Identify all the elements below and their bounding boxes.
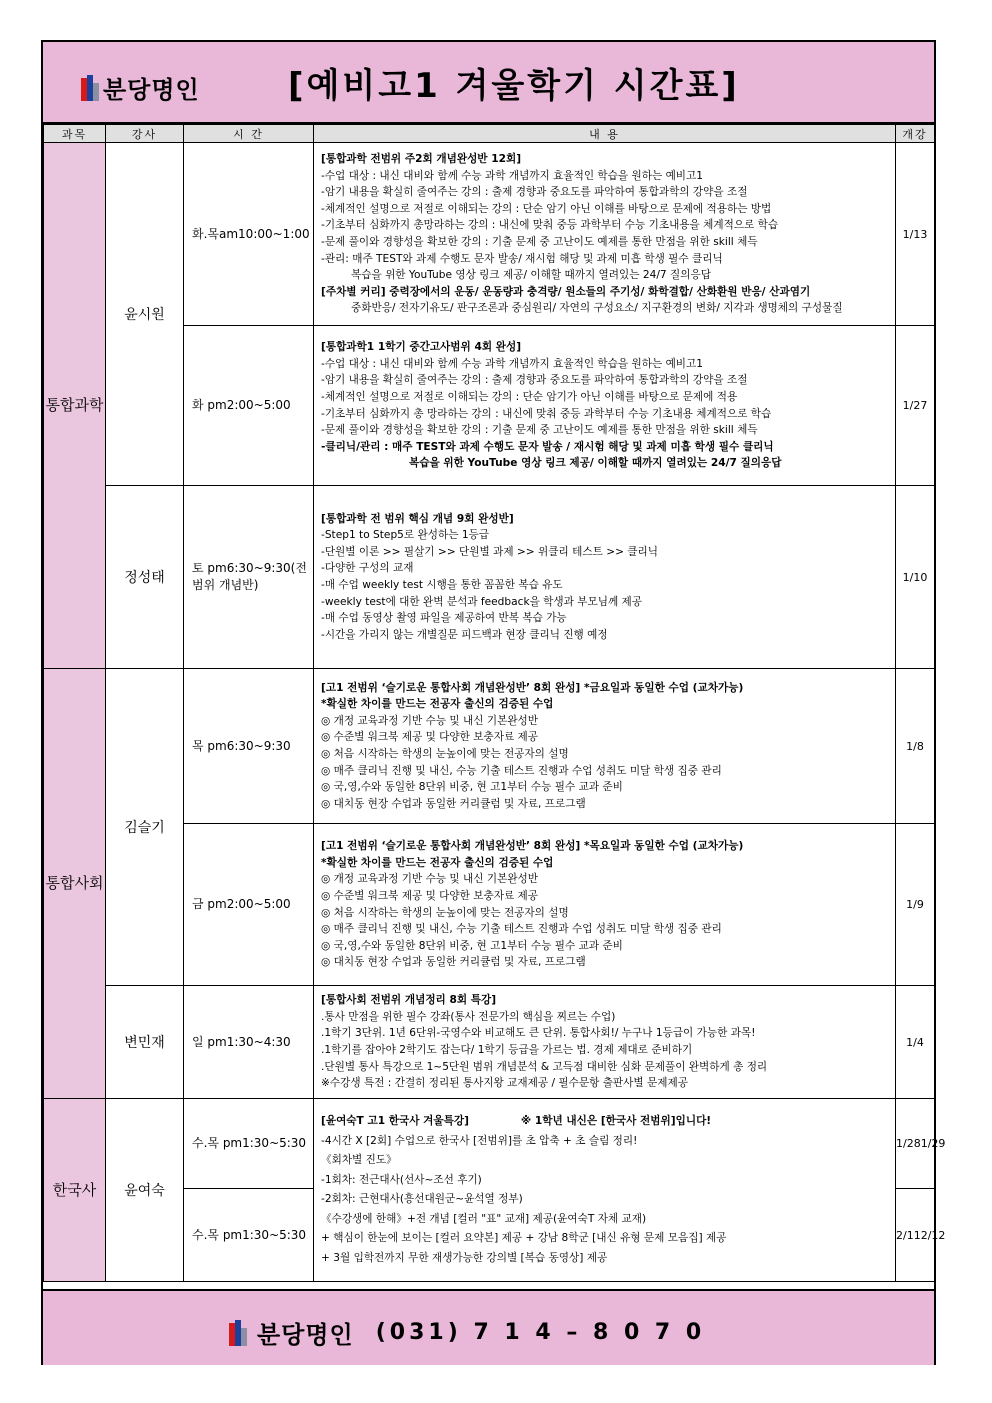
start-date: 1/9 [896, 824, 935, 986]
subject-society: 통합사회 [44, 669, 106, 1099]
class-time: 일 pm1:30~4:30 [184, 986, 314, 1099]
teacher-name: 윤여숙 [106, 1099, 184, 1282]
class-time: 목 pm6:30~9:30 [184, 669, 314, 824]
col-time: 시 간 [184, 125, 314, 143]
class-description: [통합과학 전 범위 핵심 개념 9회 완성반] -Step1 to Step5로 완성하는 1등급 -단원별 이론 >> 필살기 >> 단원별 과제 >> 위클리 테스트 >> 클리닉 -다양한 구성의 교재 -매 수업 weekly test 시행을 통한 꼼꼼한 복습 유도 -weekly test에 대한 완벽 분석과 feedback을 학생과 부모님께 제공 -매 수업 동영상 촬영 파일을 제공하여 반복 복습 가능 -시간을 가리지 않는 개별질문 피드백과 현장 클리닉 진행 예정 [314, 486, 896, 669]
class-description: [윤여숙T 고1 한국사 겨울특강] ※ 1학년 내신은 [한국사 전범위]입니다! -4시간 X [2회] 수업으로 한국사 [전범위]를 초 압축 + 초 슬림 정리! 《회차별 진도》 -1회차: 전근대사(선사~조선 후기) -2회차: 근현대사(흥선대원군~윤석열 정부) 《수강생에 한해》+전 개념 [컬러 "표" 교재] 제공(윤여숙T 자체 교재) + 핵심이 한눈에 보이는 [컬러 요약본] 제공 + 강남 8학군 [내신 유형 문제 모음집] 제공 + 3월 입학전까지 무한 재생가능한 강의별 [복습 동영상] 제공 [314, 1099, 896, 1282]
class-time: 금 pm2:00~5:00 [184, 824, 314, 986]
col-teacher: 강사 [106, 125, 184, 143]
footer-brand-name: 분당명인 [257, 1321, 354, 1349]
table-row [44, 669, 935, 824]
table-header-row [44, 125, 935, 143]
col-start: 개강 [896, 125, 935, 143]
brand-logo [81, 70, 200, 105]
start-date: 1/27 [896, 326, 935, 486]
subject-history: 한국사 [44, 1099, 106, 1282]
brand-name: 분당명인 [103, 76, 200, 104]
table-row [44, 986, 935, 1099]
header-banner [43, 42, 934, 124]
class-description: [통합사회 전범위 개념정리 8회 특강] .통사 만점을 위한 필수 강좌(통사 전문가의 핵심을 찌르는 수업) .1학기 3단위. 1년 6단위-국영수와 비교해도 큰 단위. 통합사회!/ 누구나 1등급이 가능한 과목! .1학기를 잡아야 2학기도 잡는다/ 1학기 등급을 가르는 법. 경제 제대로 준비하기 .단원별 통사 특강으로 1~5단원 범위 개념분석 & 고득점 대비한 심화 문제풀이 완벽하게 총 정리 ※수강생 특전 : 간결히 정리된 통사지왕 교재제공 / 필수문항 출판사별 문제제공 [314, 986, 896, 1099]
teacher-name: 윤시원 [106, 143, 184, 486]
teacher-name: 변민재 [106, 986, 184, 1099]
class-description: [고1 전범위 ‘슬기로운 통합사회 개념완성반’ 8회 완성] *금요일과 동일한 수업 (교차가능) *확실한 차이를 만드는 전공자 출신의 검증된 수업 ◎ 개정 교육과정 기반 수능 및 내신 기본완성반 ◎ 수준별 워크북 제공 및 다양한 보충자료 제공 ◎ 처음 시작하는 학생의 눈높이에 맞는 전공자의 설명 ◎ 매주 클리닉 진행 및 내신, 수능 기출 테스트 진행과 수업 성취도 미달 학생 집중 관리 ◎ 국,영,수와 동일한 8단위 비중, 현 고1부터 수능 필수 교과 준비 ◎ 대치동 현장 수업과 동일한 커리큘럼 및 자료, 프로그램 [314, 669, 896, 824]
logo-mark-icon [229, 1320, 247, 1346]
start-date: 2/112/12 [896, 1189, 935, 1282]
table-row [44, 143, 935, 326]
class-description: [고1 전범위 ‘슬기로운 통합사회 개념완성반’ 8회 완성] *목요일과 동일한 수업 (교차가능) *확실한 차이를 만드는 전공자 출신의 검증된 수업 ◎ 개정 교육과정 기반 수능 및 내신 기본완성반 ◎ 수준별 워크북 제공 및 다양한 보충자료 제공 ◎ 처음 시작하는 학생의 눈높이에 맞는 전공자의 설명 ◎ 매주 클리닉 진행 및 내신, 수능 기출 테스트 진행과 수업 성취도 미달 학생 집중 관리 ◎ 국,영,수와 동일한 8단위 비중, 현 고1부터 수능 필수 교과 준비 ◎ 대치동 현장 수업과 동일한 커리큘럼 및 자료, 프로그램 [314, 824, 896, 986]
class-description: [통합과학1 1학기 중간고사범위 4회 완성] -수업 대상 : 내신 대비와 함께 수능 과학 개념까지 효율적인 학습을 원하는 예비고1 -암기 내용을 확실히 줄여주는 강의 : 출제 경향과 중요도를 파악하여 통합과학의 강약을 조절 -체계적인 설명으로 저절로 이해되는 강의 : 단순 암기가 아닌 이해를 바탕으로 문제에 적용 -기초부터 심화까지 총 망라하는 강의 : 내신에 맞춰 중등 과학부터 수능 기초내용 체계적으로 학습 -문제 풀이와 경향성을 확보한 강의 : 기출 문제 중 고난이도 예제를 통한 만점을 위한 skill 체득 -클리닉/관리 : 매주 TEST와 과제 수행도 문자 발송 / 재시험 해당 및 과제 미흡 학생 필수 클리닉 복습을 위한 YouTube 영상 링크 제공/ 이해할 때까지 열려있는 24/7 질의응답 [314, 326, 896, 486]
class-time: 수.목 pm1:30~5:30 [184, 1189, 314, 1282]
teacher-name: 김슬기 [106, 669, 184, 986]
class-time: 토 pm6:30~9:30(전범위 개념반) [184, 486, 314, 669]
schedule-table [43, 124, 946, 1282]
subject-science: 통합과학 [44, 143, 106, 669]
page-title: [예비고1 겨울학기 시간표] [288, 66, 740, 106]
start-date: 1/4 [896, 986, 935, 1099]
table-row [44, 486, 935, 669]
class-description: [통합과학 전범위 주2회 개념완성반 12회] -수업 대상 : 내신 대비와 함께 수능 과학 개념까지 효율적인 학습을 원하는 예비고1 -암기 내용을 확실히 줄여주는 강의 : 출제 경향과 중요도를 파악하여 통합과학의 강약을 조절 -체계적인 설명으로 저절로 이해되는 강의 : 단순 암기 아닌 이해를 바탕으로 문제에 적용하는 방법 -기초부터 심화까지 총망라하는 강의 : 내신에 맞춰 중등 과학부터 수능 기초내용을 체계적으로 학습 -문제 풀이와 경향성을 확보한 강의 : 기출 문제 중 고난이도 예제를 통한 만점을 위한 skill 체득 -관리: 매주 TEST와 과제 수행도 문자 발송/ 재시험 해당 및 과제 미흡 학생 필수 클리닉 복습을 위한 YouTube 영상 링크 제공/ 이해할 때까지 열려있는 24/7 질의응답 [주차별 커리] 중력장에서의 운동/ 운동량과 충격량/ 원소들의 주기성/ 화학결합/ 산화환원 반응/ 산과염기 중화반응/ 전자기유도/ 판구조론과 중심원리/ 자연의 구성요소/ 지구환경의 변화/ 지각과 생명체의 구성물질 [314, 143, 896, 326]
col-content: 내 용 [314, 125, 896, 143]
logo-mark-icon [81, 75, 99, 101]
start-date: 1/13 [896, 143, 935, 326]
footer-banner [43, 1289, 934, 1365]
start-date: 1/10 [896, 486, 935, 669]
footer-logo [229, 1315, 705, 1350]
phone-number: (031) 7 1 4 – 8 0 7 0 [375, 1320, 706, 1345]
class-time: 화.목am10:00~1:00 [184, 143, 314, 326]
start-date: 1/8 [896, 669, 935, 824]
class-time: 화 pm2:00~5:00 [184, 326, 314, 486]
col-subject: 과목 [44, 125, 106, 143]
timetable-sheet [41, 40, 946, 1365]
table-row [44, 1099, 935, 1189]
start-date: 1/281/29 [896, 1099, 935, 1189]
class-time: 수.목 pm1:30~5:30 [184, 1099, 314, 1189]
teacher-name: 정성태 [106, 486, 184, 669]
